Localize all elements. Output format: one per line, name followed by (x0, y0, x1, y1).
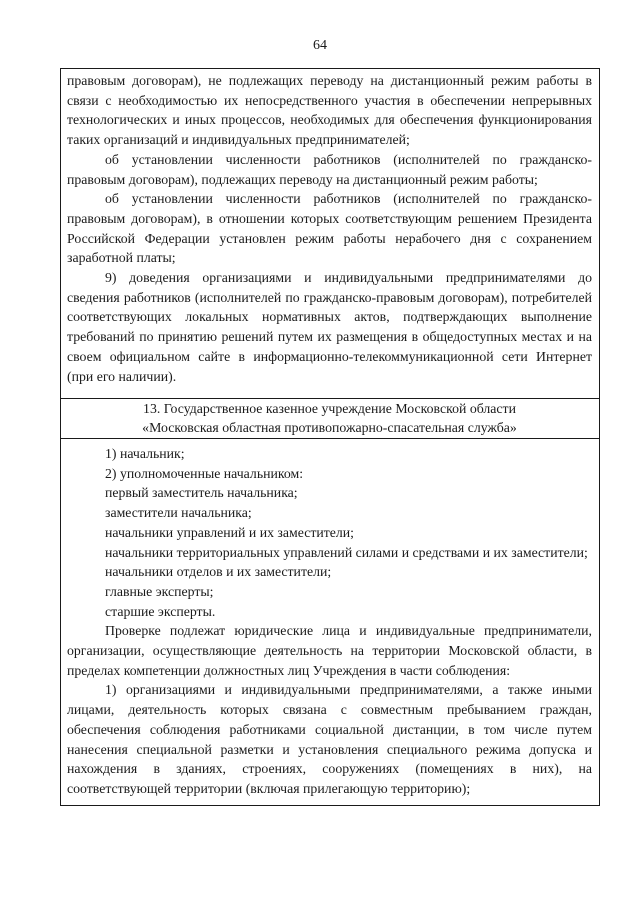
table-cell-agency-heading (61, 398, 599, 438)
agency-title-line-2: «Московская областная противопожарно-спасательная служба» (142, 420, 517, 436)
paragraph-item-9: 9) доведения организациями и индивидуальными предпринимателями до сведения работников (исполнителей по гражданско-правовым договорам), потребителей соответствующих локальных нормативных актов, подтверждающих выполнение требований по принятию решений путем их размещения в общедоступных местах и на своем официальном сайте в информационно-телекоммуникационной сети Интернет (при его наличии). (67, 270, 592, 384)
table-cell-requirements-continued (61, 69, 599, 398)
list-item-deputies: заместители начальника; (105, 505, 252, 521)
page-number: 64 (313, 38, 327, 53)
paragraph-inspection-scope: Проверке подлежат юридические лица и индивидуальные предприниматели, организации, осуществляющие деятельность на территории Московской области, в пределах компетенции должностных лиц Учреждения в части соблюдения: (67, 623, 592, 678)
list-item-department-heads: начальники управлений и их заместители; (105, 524, 354, 540)
paragraph-non-working-days-headcount: об установлении численности работников (исполнителей по гражданско-правовым договорам), в отношении которых соответствующим решением Президента Российской Федерации установлен режим работы нерабочего дня с сохранением заработной платы; (67, 191, 592, 266)
document-table (60, 68, 600, 806)
list-item-head: 1) начальник; (105, 446, 185, 461)
list-item-territorial-heads: начальники территориальных управлений силами и средствами и их заместители; (105, 544, 588, 560)
paragraph-remote-work-headcount: об установлении численности работников (исполнителей по гражданско-правовым договорам), подлежащих переводу на дистанционный режим работы; (67, 151, 592, 187)
table-cell-officials-and-scope (61, 438, 599, 805)
agency-title-line-1: 13. Государственное казенное учреждение Московской области (143, 401, 516, 416)
list-item-division-heads: начальники отделов и их заместители; (105, 564, 332, 580)
list-item-senior-experts: старшие эксперты. (105, 603, 216, 619)
list-item-authorized: 2) уполномоченные начальником: (105, 465, 304, 481)
paragraph-item-1-social-distance: 1) организациями и индивидуальными предпринимателями, а также иными лицами, деятельность которых связана с совместным пребыванием граждан, обеспечения соблюдения работниками социальной дистанции, в том числе путем нанесения специальной разметки и установления специального режима допуска и нахождения в зданиях, строениях, сооружениях (помещениях в них), на соответствующей территории (включая прилегающую территорию); (67, 682, 592, 796)
paragraph-continuation: правовым договорам), не подлежащих переводу на дистанционный режим работы в связи с необходимостью их непосредственного участия в обеспечении непрерывных технологических и иных процессов, необходимых для обеспечения функционирования таких организаций и индивидуальных предпринимателей; (67, 73, 592, 148)
list-item-first-deputy: первый заместитель начальника; (105, 485, 298, 501)
list-item-chief-experts: главные эксперты; (105, 583, 214, 599)
